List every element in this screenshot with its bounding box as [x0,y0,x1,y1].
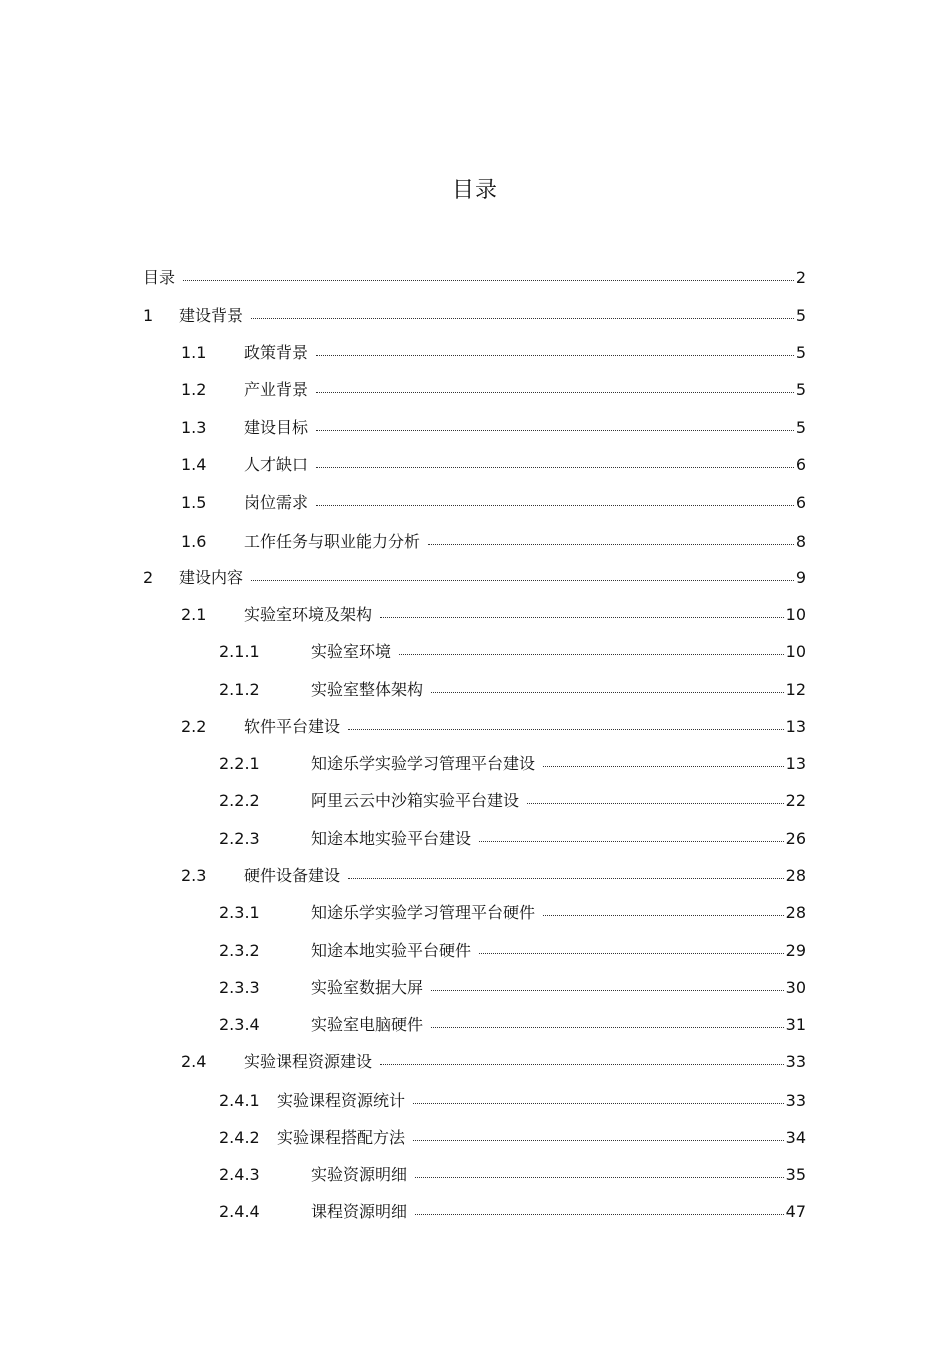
toc-entry[interactable] [0,640,806,664]
toc-leader-dots [380,1064,784,1065]
toc-entry[interactable] [0,566,806,590]
toc-entry-number: 1.1 [181,343,207,362]
toc-entry[interactable] [0,752,806,776]
toc-leader-dots [399,654,784,655]
toc-entry-number: 2.2.3 [219,829,260,848]
toc-entry-number: 1 [143,306,154,325]
toc-leader-dots [543,766,784,767]
toc-entry-page: 2 [795,268,806,287]
toc-entry-page: 28 [785,903,806,922]
toc-entry[interactable] [0,1089,806,1113]
toc-entry[interactable] [0,678,806,702]
toc-entry-label: 实验课程资源统计 [277,1091,406,1110]
toc-entry-page: 9 [795,568,806,587]
toc-entry-label: 知途本地实验平台硬件 [311,941,472,960]
toc-entry-label: 建设背景 [179,306,244,325]
toc-entry-page: 6 [795,455,806,474]
toc-entry-page: 8 [795,532,806,551]
toc-leader-dots [316,355,794,356]
toc-leader-dots [316,505,794,506]
toc-entry-number: 2 [143,568,154,587]
toc-entry-page: 13 [785,754,806,773]
toc-entry[interactable] [0,378,806,402]
toc-entry-page: 34 [785,1128,806,1147]
toc-entry[interactable] [0,1163,806,1187]
toc-entry-number: 2.2 [181,717,207,736]
toc-leader-dots [479,953,784,954]
toc-leader-dots [413,1140,784,1141]
toc-entry[interactable] [0,789,806,813]
page-title: 目录 [451,178,498,203]
toc-leader-dots [251,318,794,319]
toc-entry-page: 5 [795,343,806,362]
toc-entry-label: 建设内容 [179,568,244,587]
toc-entry[interactable] [0,715,806,739]
toc-entry-page: 5 [795,306,806,325]
toc-entry-page: 10 [785,605,806,624]
toc-entry-label: 政策背景 [244,343,309,362]
toc-entry-label: 知途乐学实验学习管理平台建设 [311,754,536,773]
toc-entry-number: 2.1.2 [219,680,260,699]
toc-leader-dots [431,990,784,991]
toc-leader-dots [431,1027,784,1028]
toc-entry-page: 47 [785,1202,806,1221]
toc-entry-number: 2.4.1 [219,1091,260,1110]
toc-entry-label: 人才缺口 [244,455,309,474]
toc-leader-dots [380,617,784,618]
toc-entry-number: 2.2.1 [219,754,260,773]
toc-entry-page: 5 [795,380,806,399]
toc-entry-page: 22 [785,791,806,810]
toc-entry-number: 2.3 [181,866,207,885]
toc-entry-label: 阿里云云中沙箱实验平台建设 [311,791,520,810]
toc-entry-number: 2.3.3 [219,978,260,997]
toc-leader-dots [415,1177,784,1178]
toc-leader-dots [413,1103,784,1104]
toc-entry-page: 28 [785,866,806,885]
toc-entry-label: 工作任务与职业能力分析 [244,532,421,551]
toc-leader-dots [348,729,784,730]
toc-entry-number: 2.3.1 [219,903,260,922]
toc-entry-label: 课程资源明细 [311,1202,408,1221]
toc-entry[interactable] [0,341,806,365]
toc-leader-dots [348,878,784,879]
toc-entry-number: 2.4.2 [219,1128,260,1147]
toc-entry-page: 33 [785,1052,806,1071]
toc-leader-dots [415,1214,784,1215]
toc-entry-page: 5 [795,418,806,437]
toc-entry[interactable] [0,827,806,851]
toc-leader-dots [183,280,794,281]
toc-entry[interactable] [0,939,806,963]
toc-entry-number: 2.4.3 [219,1165,260,1184]
toc-entry-label: 实验室电脑硬件 [311,1015,424,1034]
toc-entry-page: 35 [785,1165,806,1184]
toc-entry-number: 2.2.2 [219,791,260,810]
toc-entry-number: 2.3.4 [219,1015,260,1034]
toc-entry[interactable] [0,530,806,554]
toc-leader-dots [479,841,784,842]
toc-entry-number: 1.2 [181,380,207,399]
toc-entry-page: 6 [795,493,806,512]
toc-entry-label: 知途乐学实验学习管理平台硬件 [311,903,536,922]
toc-leader-dots [316,467,794,468]
toc-leader-dots [431,692,784,693]
toc-entry-page: 33 [785,1091,806,1110]
toc-leader-dots [251,580,794,581]
toc-leader-dots [527,803,784,804]
toc-entry-page: 13 [785,717,806,736]
toc-entry-label: 实验课程搭配方法 [277,1128,406,1147]
toc-entry-number: 2.3.2 [219,941,260,960]
toc-entry-number: 1.3 [181,418,207,437]
toc-entry-label: 实验资源明细 [311,1165,408,1184]
toc-entry[interactable] [0,864,806,888]
toc-entry-label: 岗位需求 [244,493,309,512]
toc-entry[interactable] [0,304,806,328]
toc-entry-label: 知途本地实验平台建设 [311,829,472,848]
toc-entry-label: 实验室数据大屏 [311,978,424,997]
toc-entry-page: 30 [785,978,806,997]
toc-entry[interactable] [0,976,806,1000]
toc-entry-number: 2.1 [181,605,207,624]
toc-entry[interactable] [0,603,806,627]
toc-entry-number: 2.4.4 [219,1202,260,1221]
toc-entry-page: 31 [785,1015,806,1034]
toc-leader-dots [543,915,784,916]
toc-entry-label: 实验室整体架构 [311,680,424,699]
toc-entry[interactable] [0,901,806,925]
toc-entry-label: 建设目标 [244,418,309,437]
toc-entry-number: 1.6 [181,532,207,551]
toc-leader-dots [428,544,794,545]
toc-entry-label: 产业背景 [244,380,309,399]
toc-entry-number: 2.4 [181,1052,207,1071]
toc-entry[interactable] [0,266,806,290]
toc-entry[interactable] [0,1200,806,1224]
toc-entry-number: 1.5 [181,493,207,512]
toc-entry-label: 硬件设备建设 [244,866,341,885]
toc-leader-dots [316,430,794,431]
toc-entry-number: 1.4 [181,455,207,474]
toc-leader-dots [316,392,794,393]
toc-entry[interactable] [0,1013,806,1037]
toc-entry[interactable] [0,491,806,515]
toc-entry-page: 26 [785,829,806,848]
toc-entry-label: 实验课程资源建设 [244,1052,373,1071]
toc-entry-page: 10 [785,642,806,661]
toc-entry-label: 实验室环境 [311,642,392,661]
toc-entry[interactable] [0,1126,806,1150]
toc-entry[interactable] [0,453,806,477]
toc-entry[interactable] [0,1050,806,1074]
toc-entry[interactable] [0,416,806,440]
toc-entry-label: 实验室环境及架构 [244,605,373,624]
toc-entry-page: 29 [785,941,806,960]
toc-entry-number: 2.1.1 [219,642,260,661]
toc-entry-label: 软件平台建设 [244,717,341,736]
toc-entry-page: 12 [785,680,806,699]
toc-entry-number: 目录 [143,268,176,287]
